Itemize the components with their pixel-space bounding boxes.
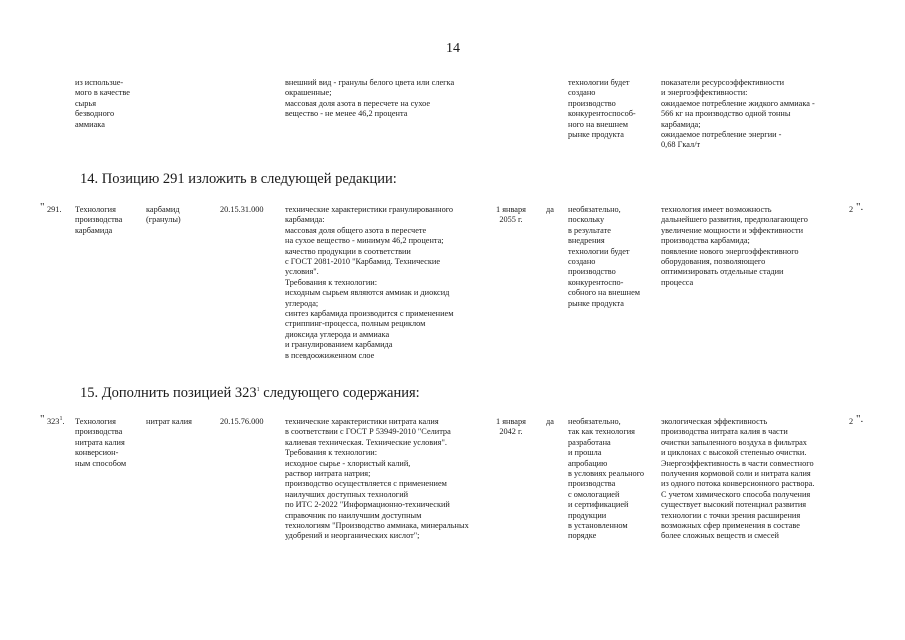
row-291-open-quote: " xyxy=(40,201,45,213)
heading-15-sup: 1 xyxy=(256,387,260,394)
row-291-yes: да xyxy=(546,205,554,214)
row-323-open-quote: " xyxy=(40,413,45,425)
row-291-code: 20.15.31.000 xyxy=(220,205,264,214)
top-col-source: из использue- мого в качестве сырья безводного аммиака xyxy=(75,78,130,129)
row-323-code: 20.15.76.000 xyxy=(220,417,264,426)
row-323-number xyxy=(47,417,65,427)
top-col-effect: показатели ресурсоэффективности и энергоэффективности: ожидаемое потребление жидкого аммиака - 566 кг на производство одной тонны карбамида; ожидаемое потребление энергии - 0,68 Гкал/т xyxy=(661,78,815,150)
row-323-num-main: 323 xyxy=(47,417,60,426)
row-323-note: необязательно, так как технология разработана и прошла апробацию в условиях реального производства с омологацией и сертификацией продукции в установленном порядке xyxy=(568,417,645,541)
row-323-num-dot: . xyxy=(62,417,65,426)
row-323-group: 2 xyxy=(849,417,854,426)
row-291-name: Технология производства карбамида xyxy=(75,205,123,235)
row-291-product: карбамид (гранулы) xyxy=(146,205,181,225)
row-291-date: 1 января 2055 г. xyxy=(496,205,526,225)
row-323-name: Технология производства нитрата калия конверсион- ным способом xyxy=(75,417,127,468)
row-291-group: 2 xyxy=(849,205,854,214)
section-heading-15 xyxy=(80,384,420,402)
row-291-spec: технические характеристики гранулированного карбамида: массовая доля общего азота в пересчете на сухое вещество - минимум 46,2 процента; качество продукции в соответствии с ГОСТ 2081-2010 "Карбамид. Технические условия". Требования к технологии: исходным сырьем являются аммиак и диоксид углерода; синтез карбамида производится с применением стриппинг-процесса, полным рециклом диоксида углерода и аммиака и гранулированием карбамида в псевдоожиженном слое xyxy=(285,205,454,360)
row-323-spec: технические характеристики нитрата калия в соответствии с ГОСТ Р 53949-2010 "Селитра калиевая техническая. Технические условия". Требования к технологии: исходное сырье - хлористый калий, раствор нитрата натрия; производство осуществляется с применением наилучших доступных технологий по ИТС 2-2022 "Информационно-технический справочник по наилучшим доступным технологиям "Производство аммиака, минеральных удобрений и неорганических кислот"; xyxy=(285,417,469,541)
row-291-close-quote: ". xyxy=(856,201,864,213)
row-291-effect: технология имеет возможность дальнейшего развития, предполагающего увеличение мощности и эффективности производства карбамида; появление нового энергоэффективного оборудования, позволяющего оптимизировать отдельные стадии процесса xyxy=(661,205,808,287)
section-heading-14: 14. Позицию 291 изложить в следующей редакции: xyxy=(80,171,397,187)
row-323-date: 1 января 2042 г. xyxy=(496,417,526,437)
row-323-close-quote: ". xyxy=(856,413,864,425)
row-291-number: 291. xyxy=(47,205,62,214)
row-323-num-sup: 1 xyxy=(59,416,63,423)
page-number: 14 xyxy=(446,41,460,56)
row-291-note: необязательно, поскольку в результате внедрения технологии будет создано производство конкурентоспо- собного на внешнем рынке продукта xyxy=(568,205,641,308)
row-323-product: нитрат калия xyxy=(146,417,192,426)
heading-15-main: 15. Дополнить позицией 323 xyxy=(80,385,257,401)
heading-15-rest: следующего содержания: xyxy=(259,385,420,401)
row-323-yes: да xyxy=(546,417,554,426)
top-col-spec: внешний вид - гранулы белого цвета или слегка окрашенные; массовая доля азота в пересчете на сухое вещество - не менее 46,2 процента xyxy=(285,78,455,119)
row-323-effect: экологическая эффективность производства нитрата калия в части очистки запыленного воздуха в фильтрах и циклонах с высокой степенью очистки. Энергоэффективность в части совместного получения кормовой соли и нитрата калия из одного потока конверсионного раствора. С учетом химического способа получения существует высокий потенциал развития технологии с точки зрения расширения возможных сфер применения в составе более сложных веществ и смесей xyxy=(661,417,815,541)
top-col-note: технологии будет создано производство конкурентоспособ- ного на внешнем рынке продукта xyxy=(568,78,636,140)
